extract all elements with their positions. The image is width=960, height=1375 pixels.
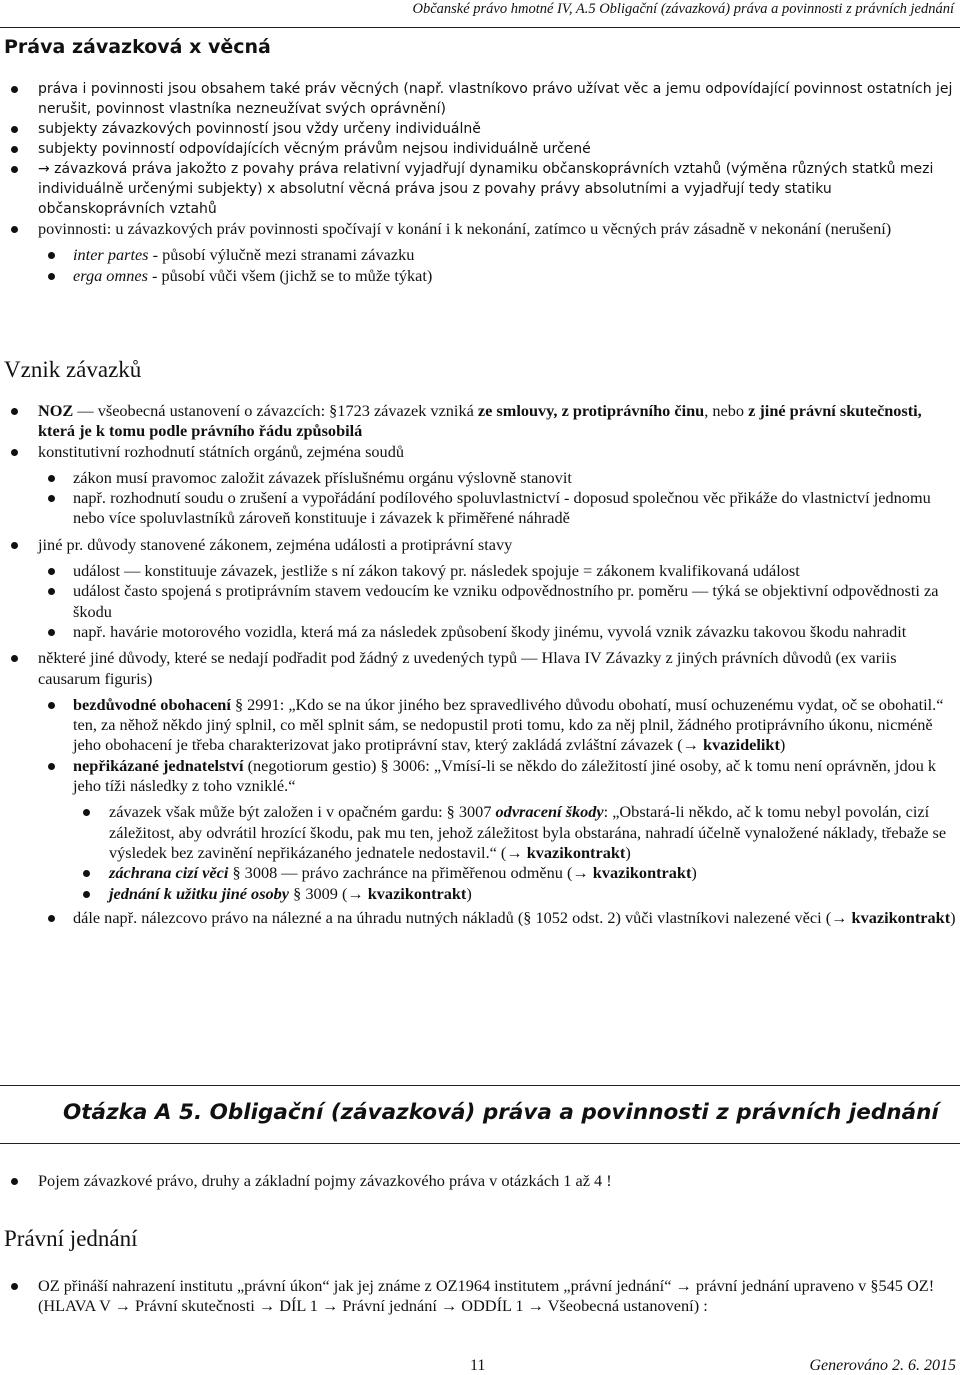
list-item: např. rozhodnutí soudu o zrušení a vypořádání podílového spoluvlastnictví - doposud společnou věc přikáže do vlastnictví jednomu nebo více spoluvlastníků zároveň konstituuje i závazek k přiměřené náhradě — [38, 488, 956, 529]
list-item: dále např. nálezcovo právo na nálezné a na úhradu nutných nákladů (§ 1052 odst. 2) vůči vlastníkovi nalezené věci (→ kvazikontrakt) — [38, 908, 956, 928]
list-item: událost — konstituuje závazek, jestliže s ní zákon takový pr. následek spojuje = zákonem kvalifikovaná událost — [38, 561, 956, 581]
list-item: záchrana cizí věci § 3008 — právo zachránce na přiměřenou odměnu (→ kvazikontrakt) — [73, 863, 956, 883]
chapter-rule-bottom — [0, 1143, 960, 1144]
running-header: Občanské právo hmotné IV, A.5 Obligační (závazková) práva a povinnosti z právních jednání — [412, 1, 954, 17]
list-item: subjekty závazkových povinností jsou vždy určeny individuálně — [0, 119, 960, 139]
list-item: bezdůvodné obohacení § 2991: „Kdo se na úkor jiného bez spravedlivého důvodu obohatí, musí ochuzenému vydat, oč se obohatil.“ ten, za něhož někdo jiný splnil, co měl splnit sám, se nedopustil proti tomu, kdo za něj plnil, žádného protiprávního úkonu, nicméně jeho obohacení je třeba charakterizovat jako protiprávní stav, který zakládá zvláštní závazek (→ kvazidelikt) — [38, 695, 956, 756]
list-item: povinnosti: u závazkových práv povinnosti spočívají v konání i k nekonání, zatímco u věcných práv zásadně v nekonání (nerušení) inter partes - působí výlučně mezi stranami závazku erga omnes - působí vůči všem (jichž se to může týkat) — [0, 219, 960, 286]
section-3-list — [0, 1276, 960, 1317]
generated-date: Generováno 2. 6. 2015 — [809, 1357, 956, 1374]
list-item: Pojem závazkové právo, druhy a základní pojmy závazkového práva v otázkách 1 až 4 ! — [0, 1171, 960, 1191]
section-2-list — [0, 401, 960, 934]
header-rule — [0, 27, 960, 28]
list-item: zákon musí pravomoc založit závazek příslušnému orgánu výslovně stanovit — [38, 468, 956, 488]
list-item: závazek však může být založen i v opačném gardu: § 3007 odvracení škody: „Obstará-li někdo, ač k tomu nebyl povolán, cizí záležitost, aby odvrátil hrozící škodu, pak mu ten, jehož záležitost byla obstarána, nahradí účelně vynaložené náklady, třebaže se výsledek bez zavinění nepřikázaného jednatele nedostavil.“ (→ kvazikontrakt) — [73, 802, 956, 863]
list-item: jiné pr. důvody stanovené zákonem, zejména události a protiprávní stavy událost — konstituuje závazek, jestliže s ní zákon takový pr. následek spojuje = zákonem kvalifikovaná událost událost často spojená s protiprávním stavem vedoucím ke vzniku odpovědnostního pr. poměru — týká se objektivní odpovědnosti za škodu např. havárie motorového vozidla, která má za následek způsobení škody jinému, vyvolá vznik závazku takovou škodu nahradit — [0, 535, 960, 642]
section-title-obligations-vs-property: Práva závazková x věcná — [4, 36, 271, 58]
list-item: NOZ — všeobecná ustanovení o závazcích: §1723 závazek vzniká ze smlouvy, z protiprávního činu, nebo z jiné právní skutečnosti, která je k tomu podle právního řádu způsobilá — [0, 401, 960, 442]
list-item: subjekty povinností odpovídajících věcným právům nejsou individuálně určené — [0, 139, 960, 159]
section-title-origin: Vznik závazků — [4, 357, 142, 382]
list-item: erga omnes - působí vůči všem (jichž se to může týkat) — [38, 266, 956, 286]
list-item: některé jiné důvody, které se nedají podřadit pod žádný z uvedených typů — Hlava IV Závazky z jiných právních důvodů (ex variis causarum figuris) bezdůvodné obohacení § 2991: „Kdo se na úkor jiného bez spravedlivého důvodu obohatí, musí ochuzenému vydat, oč se obohatil.“ ten, za něhož někdo jiný splnil, co měl splnit sám, se nedopustil proti tomu, kdo za něj plnil, žádného protiprávního úkonu, nicméně jeho obohacení je třeba charakterizovat jako protiprávní stav, který zakládá zvláštní závazek (→ kvazidelikt) nepřikázané jednatelství (negotiorum gestio) § 3006: „Vmísí-li se někdo do záležitostí jiné osoby, ač k tomu není oprávněn, jdou k jeho tíži následky z toho vzniklé.“ závazek však může být založen i v opačném gardu: § 3007 odvracení škody: „Obstará-li někdo, ač k tomu nebyl povolán, cizí záležitost, aby odvrátil hrozící škodu, pak mu ten, jehož záležitost byla obstarána, nahradí účelně vynaložené náklady, třebaže se výsledek bez zavinění nepřikázaného jednatele nedostavil.“ (→ kvazikontrakt) záchrana cizí věci § 3008 — právo zachránce na přiměřenou odměnu (→ kvazikontrakt) jednání k užitku jiné osoby § 3009 (→ kvazikontrakt) dále např. nálezcovo právo na nálezné a na úhradu nutných nákladů (§ 1052 odst. 2) vůči vlastníkovi nalezené věci (→ kvazikontrakt) — [0, 648, 960, 928]
list-item: OZ přináší nahrazení institutu „právní úkon“ jak jej známe z OZ1964 institutem „právní jednání“ → právní jednání upraveno v §545 OZ! (HLAVA V → Právní skutečnosti → DÍL 1 → Právní jednání → ODDÍL 1 → Všeobecná ustanovení) : — [0, 1276, 960, 1317]
chapter-title: Otázka A 5. Obligační (závazková) práva a povinnosti z právních jednání — [63, 1100, 939, 1125]
section-title-legal-acts: Právní jednání — [4, 1226, 138, 1251]
page-number: 11 — [470, 1357, 486, 1374]
list-item: → závazková práva jakožto z povahy práva relativní vyjadřují dynamiku občanskoprávních vztahů (výměna různých statků mezi individuálně určenými subjekty) x absolutní věcná práva jsou z povahy právy absolutními a vyjadřují tedy statiku občanskoprávních vztahů — [0, 159, 960, 219]
chapter-list — [0, 1171, 960, 1191]
section-1-list — [0, 79, 960, 292]
list-item: např. havárie motorového vozidla, která má za následek způsobení škody jinému, vyvolá vznik závazku takovou škodu nahradit — [38, 622, 956, 642]
list-item: událost často spojená s protiprávním stavem vedoucím ke vzniku odpovědnostního pr. poměru — týká se objektivní odpovědnosti za škodu — [38, 581, 956, 622]
list-item: inter partes - působí výlučně mezi stranami závazku — [38, 245, 956, 265]
list-item: jednání k užitku jiné osoby § 3009 (→ kvazikontrakt) — [73, 884, 956, 904]
list-item: práva i povinnosti jsou obsahem také práv věcných (např. vlastníkovo právo užívat věc a jemu odpovídající povinnost ostatních jej nerušit, povinnost vlastníka nezneužívat svých oprávnění) — [0, 79, 960, 119]
chapter-rule-top — [0, 1085, 960, 1086]
list-item: konstitutivní rozhodnutí státních orgánů, zejména soudů zákon musí pravomoc založit závazek příslušnému orgánu výslovně stanovit např. rozhodnutí soudu o zrušení a vypořádání podílového spoluvlastnictví - doposud společnou věc přikáže do vlastnictví jednomu nebo více spoluvlastníků zároveň konstituuje i závazek k přiměřené náhradě — [0, 442, 960, 529]
list-item: nepřikázané jednatelství (negotiorum gestio) § 3006: „Vmísí-li se někdo do záležitostí jiné osoby, ač k tomu není oprávněn, jdou k jeho tíži následky z toho vzniklé.“ závazek však může být založen i v opačném gardu: § 3007 odvracení škody: „Obstará-li někdo, ač k tomu nebyl povolán, cizí záležitost, aby odvrátil hrozící škodu, pak mu ten, jehož záležitost byla obstarána, nahradí účelně vynaložené náklady, třebaže se výsledek bez zavinění nepřikázaného jednatele nedostavil.“ (→ kvazikontrakt) záchrana cizí věci § 3008 — právo zachránce na přiměřenou odměnu (→ kvazikontrakt) jednání k užitku jiné osoby § 3009 (→ kvazikontrakt) — [38, 756, 956, 904]
